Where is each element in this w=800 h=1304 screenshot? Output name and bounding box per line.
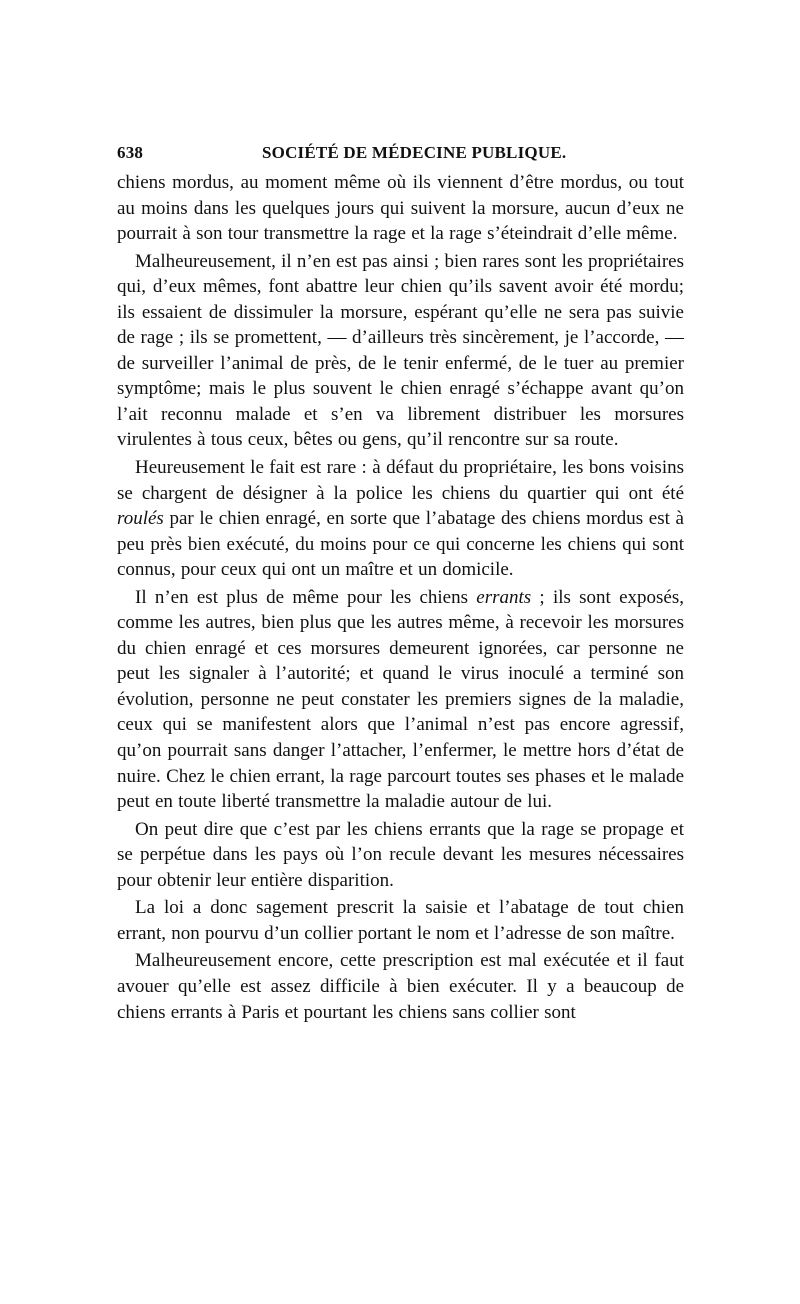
paragraph-text-segment: Heureusement le fait est rare : à défaut du propriétaire, les bons voisins se chargent de désigner à la police les chiens du quartier qui ont été xyxy=(117,457,684,504)
paragraph-text-segment: ; ils sont exposés, comme les autres, bien plus que les autres même, à recevoir les morsures du chien enragé et ces morsures demeurent ignorées, car personne ne peut les signaler à l’autorité; et quand le virus inoculé a terminé son évolution, personne ne peut constater les premiers signes de la maladie, ceux qui se manifestent alors que l’animal n’est pas encore agressif, qu’on pourrait sans danger l’attacher, l’enfermer, le mettre hors d’état de nuire. Chez le chien errant, la rage parcourt toutes ses phases et le malade peut en toute liberté transmettre la maladie autour de lui. xyxy=(117,586,684,813)
paragraph-propagation: On peut dire que c’est par les chiens errants que la rage se propage et se perpétue dans les pays où l’on recule devant les mesures nécessaires pour obtenir leur entière disparition. xyxy=(117,818,684,891)
page-number: 638 xyxy=(117,143,144,162)
paragraph-neighbours xyxy=(117,455,684,583)
paragraph-law: La loi a donc sagement prescrit la saisie et l’abatage de tout chien errant, non pourvu d’un collier portant le nom et l’adresse de son maître. xyxy=(117,897,684,944)
paragraph-text-segment: par le chien enragé, en sorte que l’abatage des chiens mordus est à peu près bien exécuté, du moins pour ce qui concerne les chiens qui sont connus, pour ceux qui ont un maître et un domicile. xyxy=(117,508,684,581)
body-text xyxy=(117,170,684,1025)
paragraph-proprietors: Malheureusement, il n’en est pas ainsi ; bien rares sont les propriétaires qui, d’eux mêmes, font abattre leur chien qu’ils savent avoir été mordu; ils essaient de dissimuler la morsure, espérant qu’elle ne sera pas suivie de rage ; ils se promettent, — d’ailleurs très sincèrement, je l’accorde, — de surveiller l’animal de près, de le tenir enfermé, de le tuer au premier symptôme; mais le plus souvent le chien enragé s’échappe avant qu’on l’ait reconnu malade et s’en va librement distribuer les morsures virulentes à tous ceux, bêtes ou gens, qu’il rencontre sur sa route. xyxy=(117,250,684,451)
running-title: SOCIÉTÉ DE MÉDECINE PUBLIQUE. xyxy=(262,143,567,162)
italic-term-errants: errants xyxy=(476,586,532,608)
paragraph-enforcement: Malheureusement encore, cette prescription est mal exécutée et il faut avouer qu’elle est assez difficile à bien exécuter. Il y a beaucoup de chiens errants à Paris et pourtant les chiens sans collier sont xyxy=(117,950,684,1023)
running-header xyxy=(117,140,684,170)
paragraph-continuation: chiens mordus, au moment même où ils viennent d’être mordus, ou tout au moins dans les quelques jours qui suivent la morsure, aucun d’eux ne pourrait à son tour transmettre la rage et la rage s’éteindrait d’elle même. xyxy=(117,172,684,245)
italic-term-roules: roulés xyxy=(117,508,164,530)
document-page xyxy=(117,140,684,1025)
paragraph-stray-dogs xyxy=(117,585,684,815)
paragraph-text-segment: Il n’en est plus de même pour les chiens xyxy=(135,586,477,608)
